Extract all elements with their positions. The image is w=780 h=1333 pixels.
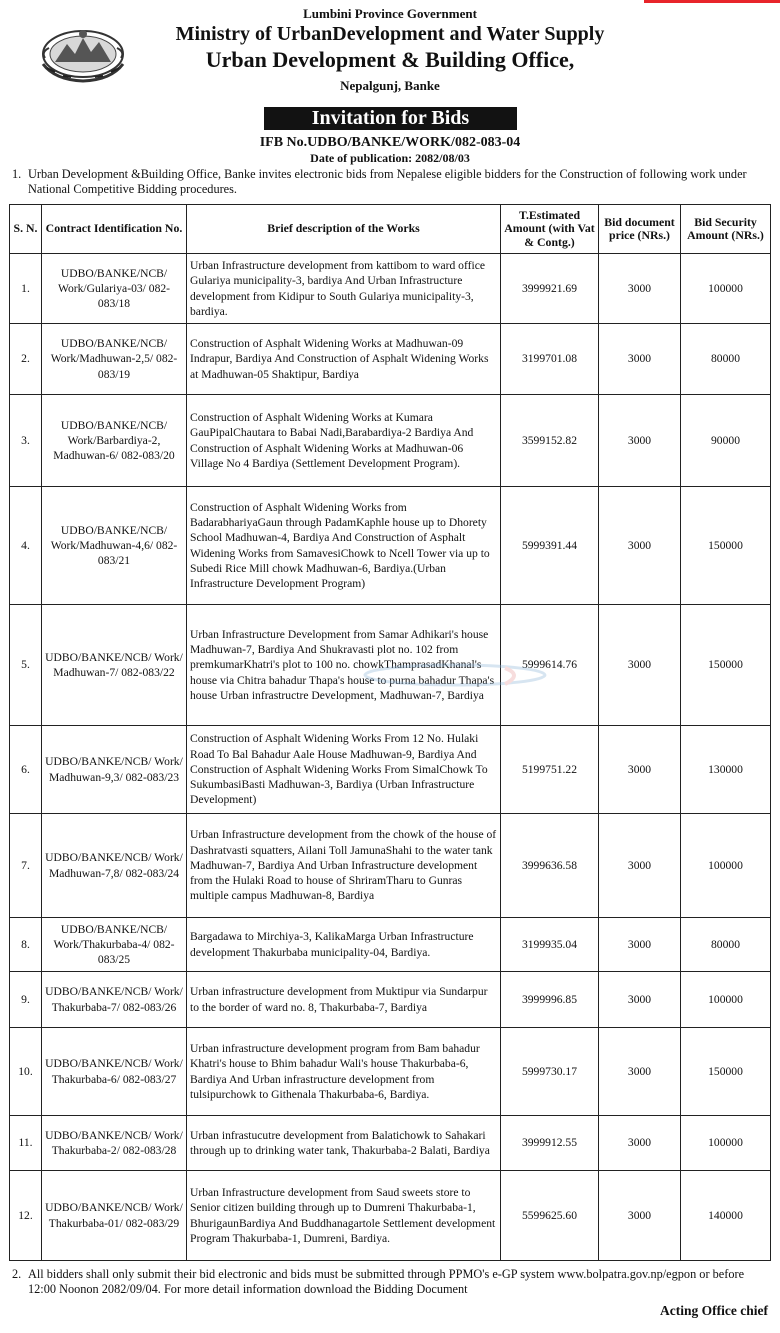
cell-bid-document-price: 3000 — [599, 726, 681, 814]
cell-sn: 5. — [10, 605, 42, 726]
cell-estimated-amount: 5999614.76 — [501, 605, 599, 726]
cell-estimated-amount: 3199701.08 — [501, 324, 599, 395]
cell-bid-document-price: 3000 — [599, 254, 681, 324]
header-sn: S. N. — [10, 205, 42, 254]
government-name: Lumbini Province Government — [303, 6, 477, 21]
cell-bid-security: 100000 — [681, 814, 771, 918]
cell-contract-id: UDBO/BANKE/NCB/ Work/Gulariya-03/ 082-083/18 — [42, 254, 187, 324]
cell-description: Urban infrastructure development from Muktipur via Sundarpur to the border of ward no. 8, Thakurbaba-7, Bardiya — [187, 972, 501, 1028]
header-bid-document-price: Bid document price (NRs.) — [599, 205, 681, 254]
intro-paragraph — [12, 167, 772, 197]
table-row — [10, 814, 771, 918]
cell-bid-document-price: 3000 — [599, 814, 681, 918]
cell-description: Urban Infrastructure development from the chowk of the house of Dashratvasti squatters, Ailani Toll JamunaShahi to the water tank Madhuwan-7, Bardiya And Urban Infrastructure development from the Hulaki Road to house of ShriramTharu to Gunras multiple campus Madhuwan-8, Bardiya — [187, 814, 501, 918]
cell-bid-security: 140000 — [681, 1171, 771, 1261]
table-row — [10, 1028, 771, 1116]
cell-bid-security: 100000 — [681, 254, 771, 324]
cell-description: Construction of Asphalt Widening Works at Madhuwan-09 Indrapur, Bardiya And Construction of Asphalt Widening Works at Madhuwan-05 Shaktipur, Bardiya — [187, 324, 501, 395]
cell-bid-document-price: 3000 — [599, 972, 681, 1028]
cell-description: Urban Infrastructure development from kattibom to ward office Gulariya municipality-3, bardiya And Urban Infrastructure development from Kidipur to South Gulariya municipality-3, bardiya. — [187, 254, 501, 324]
invitation-banner: Invitation for Bids — [264, 107, 517, 130]
table-row — [10, 1116, 771, 1171]
table-row — [10, 605, 771, 726]
publication-date: Date of publication: 2082/08/03 — [310, 151, 470, 165]
cell-bid-document-price: 3000 — [599, 918, 681, 972]
cell-sn: 9. — [10, 972, 42, 1028]
cell-sn: 2. — [10, 324, 42, 395]
table-row — [10, 918, 771, 972]
ifb-number: IFB No.UDBO/BANKE/WORK/082-083-04 — [259, 135, 521, 150]
cell-bid-security: 100000 — [681, 1116, 771, 1171]
cell-sn: 6. — [10, 726, 42, 814]
note-number: 2. — [12, 1267, 22, 1281]
cell-contract-id: UDBO/BANKE/NCB/ Work/Thakurbaba-4/ 082-083/25 — [42, 918, 187, 972]
cell-contract-id: UDBO/BANKE/NCB/ Work/ Thakurbaba-2/ 082-083/28 — [42, 1116, 187, 1171]
header-contract-id: Contract Identification No. — [42, 205, 187, 254]
table-row — [10, 1171, 771, 1261]
cell-contract-id: UDBO/BANKE/NCB/ Work/Madhuwan-4,6/ 082-083/21 — [42, 487, 187, 605]
cell-contract-id: UDBO/BANKE/NCB/ Work/ Thakurbaba-01/ 082-083/29 — [42, 1171, 187, 1261]
cell-estimated-amount: 5999730.17 — [501, 1028, 599, 1116]
cell-contract-id: UDBO/BANKE/NCB/ Work/ Thakurbaba-6/ 082-083/27 — [42, 1028, 187, 1116]
cell-description: Urban Infrastructure Development from Samar Adhikari's house Madhuwan-7, Bardiya And Shukravasti plot no. 102 from premkumarKhatri's plot to 100 no. chowkThamprasadKhanal's house via Chitra bahadur Thapa's house to purna bahadur Thapa's house Urban infrastructre Development, Madhuwan-7, Bardiya — [187, 605, 501, 726]
cell-bid-security: 150000 — [681, 487, 771, 605]
cell-sn: 4. — [10, 487, 42, 605]
cell-estimated-amount: 3999636.58 — [501, 814, 599, 918]
cell-description: Urban Infrastructure development from Saud sweets store to Senior citizen building through up to Dumreni Thakurbaba-1, BhurigaunBardiya And Buddhanagartole Settlement development Program Thakurbaba-1, Dumreni, Bardiya. — [187, 1171, 501, 1261]
cell-estimated-amount: 3999921.69 — [501, 254, 599, 324]
cell-contract-id: UDBO/BANKE/NCB/ Work/ Madhuwan-9,3/ 082-083/23 — [42, 726, 187, 814]
cell-description: Urban infrastucutre development from Balatichowk to Sahakari through up to drinking water tank, Thakurbaba-2 Balati, Bardiya — [187, 1116, 501, 1171]
cell-bid-document-price: 3000 — [599, 1116, 681, 1171]
cell-sn: 3. — [10, 395, 42, 487]
cell-bid-security: 150000 — [681, 605, 771, 726]
table-row — [10, 395, 771, 487]
cell-description: Construction of Asphalt Widening Works from BadarabhariyaGaun through PadamKaphle house up to Dhorety School Madhuwan-4, Bardiya And Construction of Asphalt Widening Works from SamavesiChowk to Ncell Tower via up to Subedi Rice Mill chowk Madhuwan-6, Bardiya.(Urban Infrastructure Development Program) — [187, 487, 501, 605]
cell-description: Construction of Asphalt Widening Works at Kumara GauPipalChautara to Babai Nadi,Barabardiya-2 Bardiya And Construction of Asphalt Widening Works at Madhuwan-06 Village No 4 Bardiya (Settlement Development Program). — [187, 395, 501, 487]
ministry-name: Ministry of UrbanDevelopment and Water Supply — [175, 23, 605, 45]
table-row — [10, 726, 771, 814]
cell-description: Construction of Asphalt Widening Works From 12 No. Hulaki Road To Bal Bahadur Aale House Madhuwan-9, Bardiya And Construction of Asphalt Widening Works From SimalChowk To SukumbasiBasti Madhuwan-3, Bardiya (Urban Infrastructure Development) — [187, 726, 501, 814]
cell-contract-id: UDBO/BANKE/NCB/ Work/ Thakurbaba-7/ 082-083/26 — [42, 972, 187, 1028]
header-bid-security: Bid Security Amount (NRs.) — [681, 205, 771, 254]
cell-contract-id: UDBO/BANKE/NCB/ Work/ Madhuwan-7,8/ 082-083/24 — [42, 814, 187, 918]
cell-bid-security: 90000 — [681, 395, 771, 487]
cell-contract-id: UDBO/BANKE/NCB/ Work/Madhuwan-2,5/ 082-083/19 — [42, 324, 187, 395]
office-location: Nepalgunj, Banke — [340, 78, 440, 93]
cell-bid-document-price: 3000 — [599, 395, 681, 487]
header-description: Brief description of the Works — [187, 205, 501, 254]
table-row — [10, 254, 771, 324]
cell-estimated-amount: 5199751.22 — [501, 726, 599, 814]
cell-bid-document-price: 3000 — [599, 324, 681, 395]
cell-estimated-amount: 3999912.55 — [501, 1116, 599, 1171]
cell-bid-security: 80000 — [681, 918, 771, 972]
cell-estimated-amount: 5999391.44 — [501, 487, 599, 605]
intro-number: 1. — [12, 167, 22, 181]
cell-sn: 11. — [10, 1116, 42, 1171]
table-header-row — [10, 205, 771, 254]
cell-description: Bargadawa to Mirchiya-3, KalikaMarga Urban Infrastructure development Thakurbaba municipality-04, Bardiya. — [187, 918, 501, 972]
cell-estimated-amount: 3999996.85 — [501, 972, 599, 1028]
office-name: Urban Development & Building Office, — [205, 47, 575, 72]
header-estimated-amount: T.Estimated Amount (with Vat & Contg.) — [501, 205, 599, 254]
cell-bid-security: 150000 — [681, 1028, 771, 1116]
cell-estimated-amount: 3199935.04 — [501, 918, 599, 972]
cell-sn: 8. — [10, 918, 42, 972]
table-row — [10, 324, 771, 395]
note-text: All bidders shall only submit their bid electronic and bids must be submitted through PPMO's e-GP system www.bolpatra.gov.np/egpon or before 12:00 Noonon 2082/09/04. For more detail information download the Bidding Document — [28, 1267, 745, 1296]
cell-contract-id: UDBO/BANKE/NCB/ Work/ Madhuwan-7/ 082-083/22 — [42, 605, 187, 726]
cell-sn: 1. — [10, 254, 42, 324]
cell-bid-security: 130000 — [681, 726, 771, 814]
cell-bid-document-price: 3000 — [599, 1171, 681, 1261]
cell-bid-document-price: 3000 — [599, 487, 681, 605]
cell-contract-id: UDBO/BANKE/NCB/ Work/Barbardiya-2, Madhuwan-6/ 082-083/20 — [42, 395, 187, 487]
cell-sn: 7. — [10, 814, 42, 918]
top-accent-bar — [644, 0, 780, 3]
cell-estimated-amount: 5599625.60 — [501, 1171, 599, 1261]
table-row — [10, 487, 771, 605]
intro-text: Urban Development &Building Office, Banke invites electronic bids from Nepalese eligible bidders for the Construction of following work under National Competitive Bidding procedures. — [28, 167, 747, 196]
table-row — [10, 972, 771, 1028]
submission-note — [12, 1267, 772, 1297]
cell-bid-security: 80000 — [681, 324, 771, 395]
cell-sn: 12. — [10, 1171, 42, 1261]
signature-title: Acting Office chief — [660, 1303, 768, 1318]
bids-table — [9, 204, 771, 1261]
cell-estimated-amount: 3599152.82 — [501, 395, 599, 487]
cell-bid-document-price: 3000 — [599, 1028, 681, 1116]
document-header — [0, 6, 780, 95]
cell-bid-security: 100000 — [681, 972, 771, 1028]
cell-description: Urban infrastructure development program from Bam bahadur Khatri's house to Bhim bahadur Wali's house Thakurbaba-6, Bardiya And Urban infrastructure development from tulsipurchowk to Githenala Thakurbaba-6, Bardiya. — [187, 1028, 501, 1116]
cell-sn: 10. — [10, 1028, 42, 1116]
cell-bid-document-price: 3000 — [599, 605, 681, 726]
